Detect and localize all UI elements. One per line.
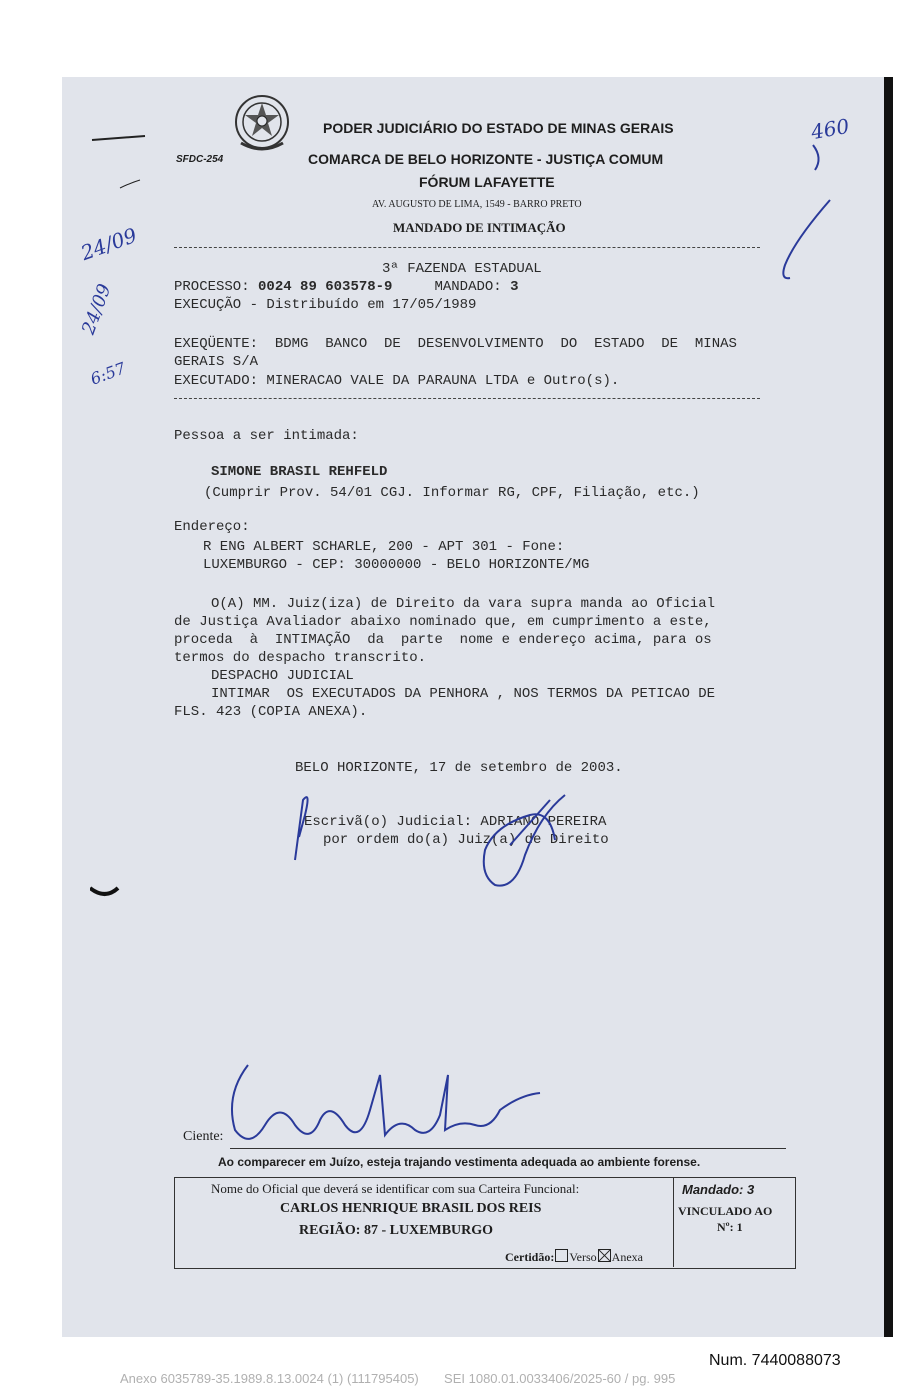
despacho-line1: INTIMAR OS EXECUTADOS DA PENHORA , NOS TERMOS DA PETICAO DE — [211, 686, 716, 702]
vinculado-number: Nº: 1 — [717, 1220, 743, 1234]
handwritten-date-1: 24/09 — [77, 222, 141, 266]
forum-address: AV. AUGUSTO DE LIMA, 1549 - BARRO PRETO — [372, 199, 582, 210]
verso-checkbox[interactable] — [555, 1249, 568, 1262]
processo-line — [174, 278, 519, 296]
document-title: MANDADO DE INTIMAÇÃO — [393, 220, 566, 235]
despacho-label: DESPACHO JUDICIAL — [211, 668, 354, 684]
coat-of-arms-icon — [233, 93, 291, 155]
ciente-label: Ciente: — [183, 1129, 224, 1144]
divider-bottom — [174, 398, 760, 399]
body-line3: proceda à INTIMAÇÃO da parte nome e endereço acima, para os — [174, 632, 712, 648]
processo-number: 0024 89 603578-9 — [258, 279, 393, 295]
despacho-line2: FLS. 423 (COPIA ANEXA). — [174, 704, 368, 720]
vinculado-label: VINCULADO AO — [678, 1204, 773, 1218]
order-line: por ordem do(a) Juiz(a) de Direito — [323, 832, 609, 848]
executado-line: EXECUTADO: MINERACAO VALE DA PARAUNA LTDA e Outro(s). — [174, 373, 620, 389]
form-code: SFDC-254 — [176, 154, 224, 165]
handwritten-page-number: 460 — [809, 113, 851, 145]
body-line2: de Justiça Avaliador abaixo nominado que, em cumprimento a este, — [174, 614, 712, 630]
mandado-number: 3 — [510, 279, 519, 295]
punch-marks — [87, 128, 160, 908]
exequente-line1: EXEQÜENTE: BDMG BANCO DE DESENVOLVIMENTO DO ESTADO DE MINAS — [174, 336, 737, 352]
clerk-line: Escrivã(o) Judicial: ADRIANO PEREIRA — [304, 814, 607, 830]
date-line: BELO HORIZONTE, 17 de setembro de 2003. — [295, 760, 623, 776]
officer-region: REGIÃO: 87 - LUXEMBURGO — [299, 1223, 494, 1238]
address-label: Endereço: — [174, 519, 250, 535]
clerk-signature-icon — [285, 785, 585, 895]
address-line2: LUXEMBURGO - CEP: 30000000 - BELO HORIZONTE/MG — [203, 557, 590, 573]
forum-title: FÓRUM LAFAYETTE — [419, 174, 555, 190]
checkmark-icon — [775, 140, 835, 290]
address-line1: R ENG ALBERT SCHARLE, 200 - APT 301 - Fone: — [203, 539, 565, 555]
divider-top — [174, 247, 760, 248]
sei-stamp: Anexo 6035789-35.1989.8.13.0024 (1) (111795405) SEI 1080.01.0033406/2025-60 / pg. 995 — [120, 1371, 676, 1386]
handwritten-time: 6:57 — [87, 358, 129, 389]
mandado-label: MANDADO: — [434, 279, 502, 295]
body-line4: termos do despacho transcrito. — [174, 650, 427, 666]
handwritten-date-2: 24/09 — [78, 281, 116, 338]
certidao-label: Certidão: — [505, 1250, 555, 1264]
anexa-label: Anexa — [611, 1250, 643, 1264]
exequente-line2: GERAIS S/A — [174, 354, 259, 370]
officer-box-divider — [673, 1177, 674, 1267]
body-line1: O(A) MM. Juiz(iza) de Direito da vara supra manda ao Oficial — [211, 596, 716, 612]
officer-label: Nome do Oficial que deverá se identificar com sua Carteira Funcional: — [211, 1181, 580, 1196]
document-number: Num. 7440088073 — [709, 1352, 841, 1369]
comarca-title: COMARCA DE BELO HORIZONTE - JUSTIÇA COMUM — [308, 151, 664, 167]
execucao-line: EXECUÇÃO - Distribuído em 17/05/1989 — [174, 297, 477, 313]
page-edge-shadow — [884, 77, 893, 1337]
attire-notice: Ao comparecer em Juízo, esteja trajando vestimenta adequada ao ambiente forense. — [218, 1155, 701, 1169]
person-name: SIMONE BRASIL REHFELD — [211, 464, 388, 480]
person-label: Pessoa a ser intimada: — [174, 428, 359, 444]
institution-title: PODER JUDICIÁRIO DO ESTADO DE MINAS GERAIS — [323, 120, 674, 136]
officer-name: CARLOS HENRIQUE BRASIL DOS REIS — [280, 1201, 542, 1216]
mandado-box-label: Mandado: 3 — [682, 1182, 755, 1197]
processo-label: PROCESSO: — [174, 279, 250, 295]
court-name: 3ª FAZENDA ESTADUAL — [382, 261, 542, 277]
recipient-signature-icon — [220, 1055, 560, 1165]
verso-label: Verso — [569, 1250, 597, 1264]
certidao-row — [505, 1249, 643, 1265]
anexa-checkbox[interactable] — [598, 1249, 611, 1262]
person-note: (Cumprir Prov. 54/01 CGJ. Informar RG, CPF, Filiação, etc.) — [204, 485, 700, 501]
